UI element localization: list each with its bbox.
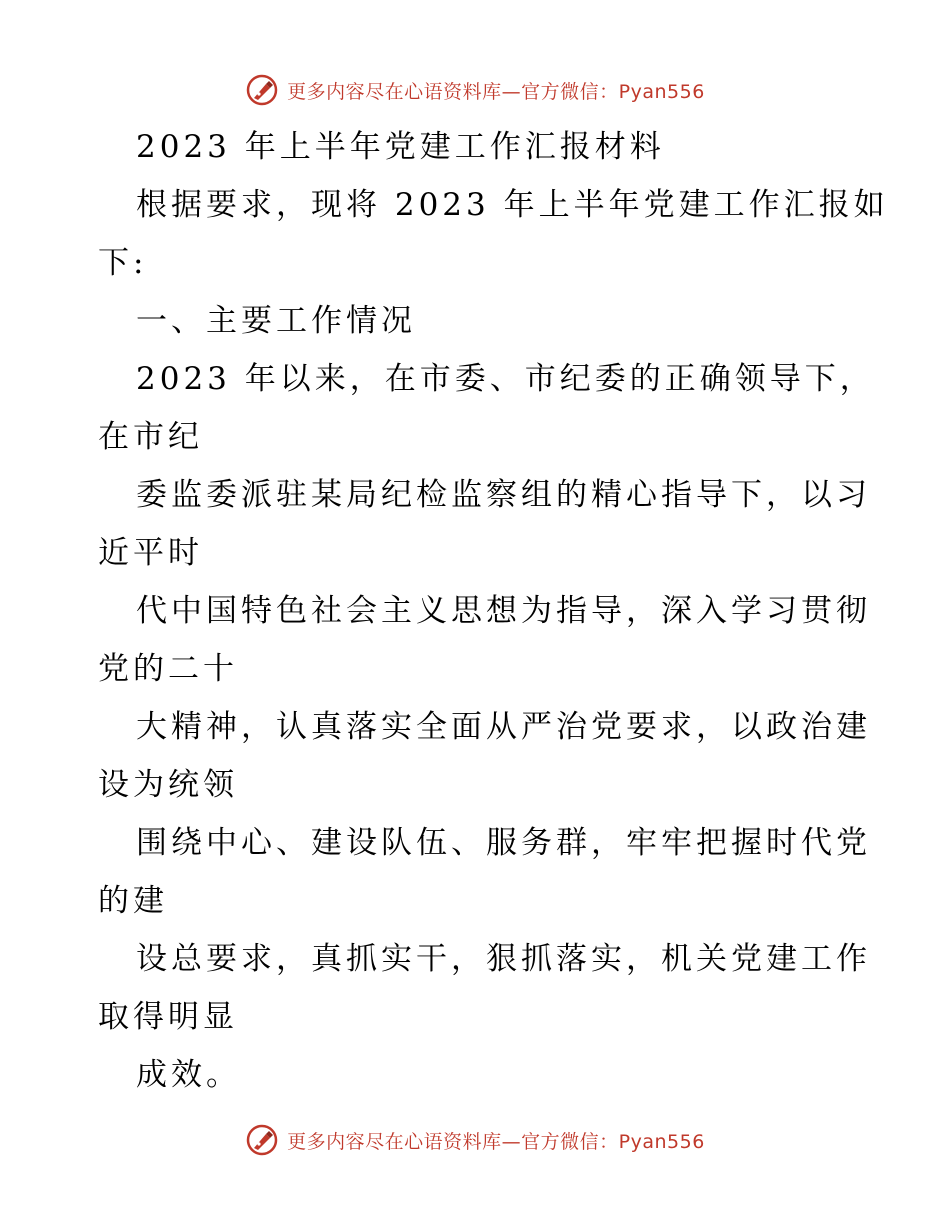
- paragraph-line: 下:: [98, 245, 148, 281]
- paragraph-line: 根据要求，现将 2023 年上半年党建工作汇报如: [136, 187, 889, 223]
- watermark-wechat-id: Pyan556: [618, 1130, 705, 1153]
- watermark-text: 更多内容尽在心语资料库—官方微信：: [287, 80, 619, 103]
- watermark-text: 更多内容尽在心语资料库—官方微信：: [287, 1130, 619, 1153]
- paragraph-line: 委监委派驻某局纪检监察组的精心指导下，以习: [136, 477, 871, 513]
- footer-watermark: [0, 1120, 950, 1160]
- paragraph-line: 代中国特色社会主义思想为指导，深入学习贯彻: [136, 593, 871, 629]
- section-heading: 一、主要工作情况: [136, 303, 416, 339]
- paragraph-line: 围绕中心、建设队伍、服务群，牢牢把握时代党: [136, 825, 871, 861]
- paragraph-line: 在市纪: [98, 419, 203, 455]
- paragraph-line: 2023 年以来，在市委、市纪委的正确领导下，: [136, 361, 875, 397]
- paragraph-line: 的建: [98, 883, 168, 919]
- watermark-wechat-id: Pyan556: [618, 80, 705, 103]
- paragraph-line: 党的二十: [98, 651, 238, 687]
- header-watermark: [0, 70, 950, 110]
- paragraph-line: 设总要求，真抓实干，狠抓落实，机关党建工作: [136, 941, 871, 977]
- paragraph-line: 成效。: [136, 1057, 241, 1093]
- paragraph-line: 取得明显: [98, 999, 238, 1035]
- paragraph-line: 近平时: [98, 535, 203, 571]
- pen-nib-icon: [245, 73, 279, 107]
- paragraph-line: 大精神，认真落实全面从严治党要求，以政治建: [136, 709, 871, 745]
- paragraph-line: 设为统领: [98, 767, 238, 803]
- document-title: 2023 年上半年党建工作汇报材料: [136, 129, 665, 165]
- pen-nib-icon: [245, 1123, 279, 1157]
- document-body: [98, 118, 889, 1104]
